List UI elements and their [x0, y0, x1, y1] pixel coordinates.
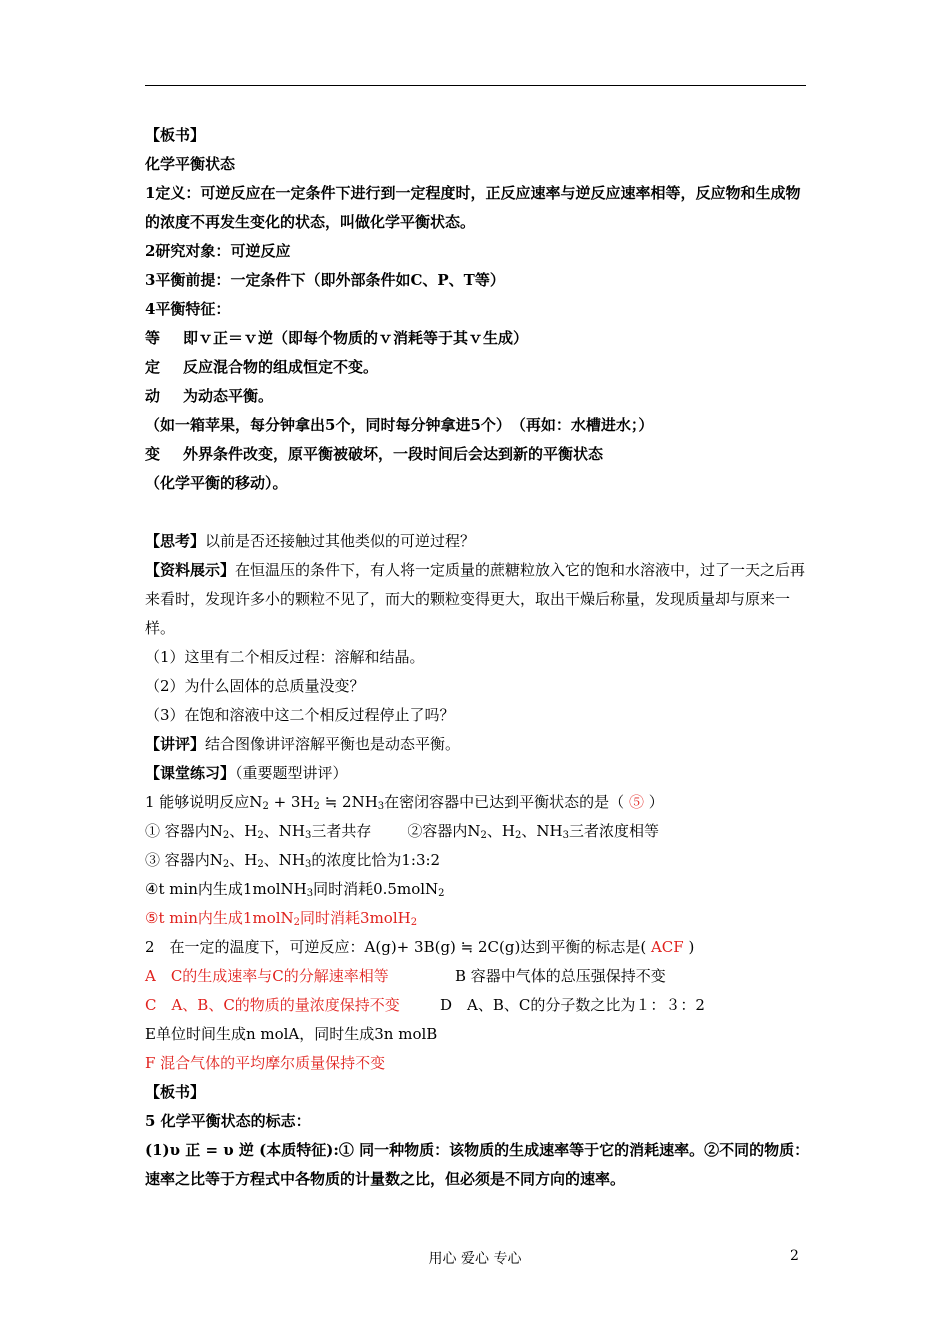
equilibrium-shift: （化学平衡的移动）。: [145, 474, 288, 492]
material-q2: （2）为什么固体的总质量没变？: [145, 677, 365, 695]
indicator-text: (1)υ 正 = υ 逆 (本质特征):① 同一种物质：该物质的生成速率等于它的消耗速率。②不同的物质：速率之比等于方程式中各物质的计量数之比，但必须是不同方向的速率。: [145, 1141, 810, 1188]
feature-key: 定: [145, 358, 161, 376]
practice-line: [145, 759, 810, 788]
option-a: A C的生成速率与C的分解速率相等: [145, 967, 389, 985]
option-3: ③ 容器内$N_2$、$H_2$、$NH_3$的浓度比恰为1:3:2: [145, 851, 441, 870]
material-label: 【资料展示】: [145, 561, 236, 579]
material-q3: （3）在饱和溶液中这二个相反过程停止了吗？: [145, 706, 455, 724]
feature-change: [145, 440, 810, 469]
practice-label: 【课堂练习】: [145, 764, 236, 782]
question-2: 2 在一定的温度下，可逆反应：A(g)+ 3B(g) ≒ 2C(g)达到平衡的标志是( ACF ): [145, 938, 695, 956]
option-b: B 容器中气体的总压强保持不变: [455, 967, 666, 985]
feature-fixed: [145, 353, 810, 382]
feature-key: 动: [145, 387, 161, 405]
footer-motto: 用心 爱心 专心: [428, 1251, 522, 1267]
page-number: 2: [790, 1248, 799, 1264]
material-q1: （1）这里有二个相反过程：溶解和结晶。: [145, 648, 425, 666]
option-c: C A、B、C的物质的量浓度保持不变: [145, 996, 400, 1014]
header-rule: [145, 85, 806, 86]
indicator-heading: 5 化学平衡状态的标志：: [145, 1112, 311, 1130]
answer-2: ACF: [646, 938, 689, 956]
option-4: ④t min内生成1molNH$_3$同时消耗0.5molN$_2$: [145, 880, 445, 899]
practice-note: （重要题型讲评）: [235, 764, 348, 782]
feature-text: 外界条件改变，原平衡被破坏，一段时间后会达到新的平衡状态: [183, 445, 604, 463]
feature-text: 反应混合物的组成恒定不变。: [183, 358, 379, 376]
research-object: 2研究对象：可逆反应: [145, 242, 291, 260]
option-1-2: ① 容器内$N_2$、$H_2$、$NH_3$三者共存 ②容器内$N_2$、$H_2$、$NH_3$三者浓度相等: [145, 822, 659, 841]
option-f: F 混合气体的平均摩尔质量保持不变: [145, 1054, 386, 1072]
material-paragraph: [145, 556, 810, 643]
feature-dynamic: [145, 382, 810, 411]
option-5-correct: ⑤t min内生成1molN$_2$同时消耗3molH$_2$: [145, 909, 418, 928]
feature-key: 等: [145, 329, 161, 347]
feature-equal: [145, 324, 810, 353]
premise: 3平衡前提：一定条件下（即外部条件如C、P、T等）: [145, 271, 505, 289]
feature-key: 变: [145, 445, 161, 463]
feature-text: 为动态平衡。: [183, 387, 274, 405]
example-line: （如一箱苹果，每分钟拿出5个，同时每分钟拿进5个） （再如：水槽进水；）: [145, 416, 654, 434]
comment-text: 结合图像讲评溶解平衡也是动态平衡。: [205, 735, 461, 753]
comment-label: 【讲评】: [145, 735, 206, 753]
document-body: [145, 121, 810, 1194]
feature-text: 即ｖ正＝ｖ逆（即每个物质的ｖ消耗等于其ｖ生成）: [183, 329, 529, 347]
option-e: E单位时间生成n molA，同时生成3n molB: [145, 1025, 438, 1043]
answer-1: ⑤: [628, 793, 644, 811]
option-a-b: [145, 962, 810, 991]
board-title-1: 【板书】: [145, 126, 206, 144]
think-text: 以前是否还接触过其他类似的可逆过程？: [205, 532, 476, 550]
option-c-d: [145, 991, 810, 1020]
option-d: D A、B、C的分子数之比为１：３：2: [440, 996, 705, 1014]
spacer: [145, 498, 810, 527]
material-text: 在恒温压的条件下，有人将一定质量的蔗糖粒放入它的饱和水溶液中，过了一天之后再来看时，发现许多小的颗粒不见了，而大的颗粒变得更大，取出干燥后称量，发现质量却与原来一样。: [145, 561, 806, 637]
board-title-2: 【板书】: [145, 1083, 206, 1101]
think-line: [145, 527, 810, 556]
question-1: 1 能够说明反应$N_2 + 3H_2$ ≒ $2NH_3$在密闭容器中已达到平衡状态的是（ ⑤ ）: [145, 793, 664, 812]
features-heading: 4平衡特征：: [145, 300, 231, 318]
section-heading: 化学平衡状态: [145, 155, 236, 173]
definition: 1定义：可逆反应在一定条件下进行到一定程度时，正反应速率与逆反应速率相等，反应物和生成物的浓度不再发生变化的状态，叫做化学平衡状态。: [145, 184, 801, 231]
comment-line: [145, 730, 810, 759]
think-label: 【思考】: [145, 532, 206, 550]
